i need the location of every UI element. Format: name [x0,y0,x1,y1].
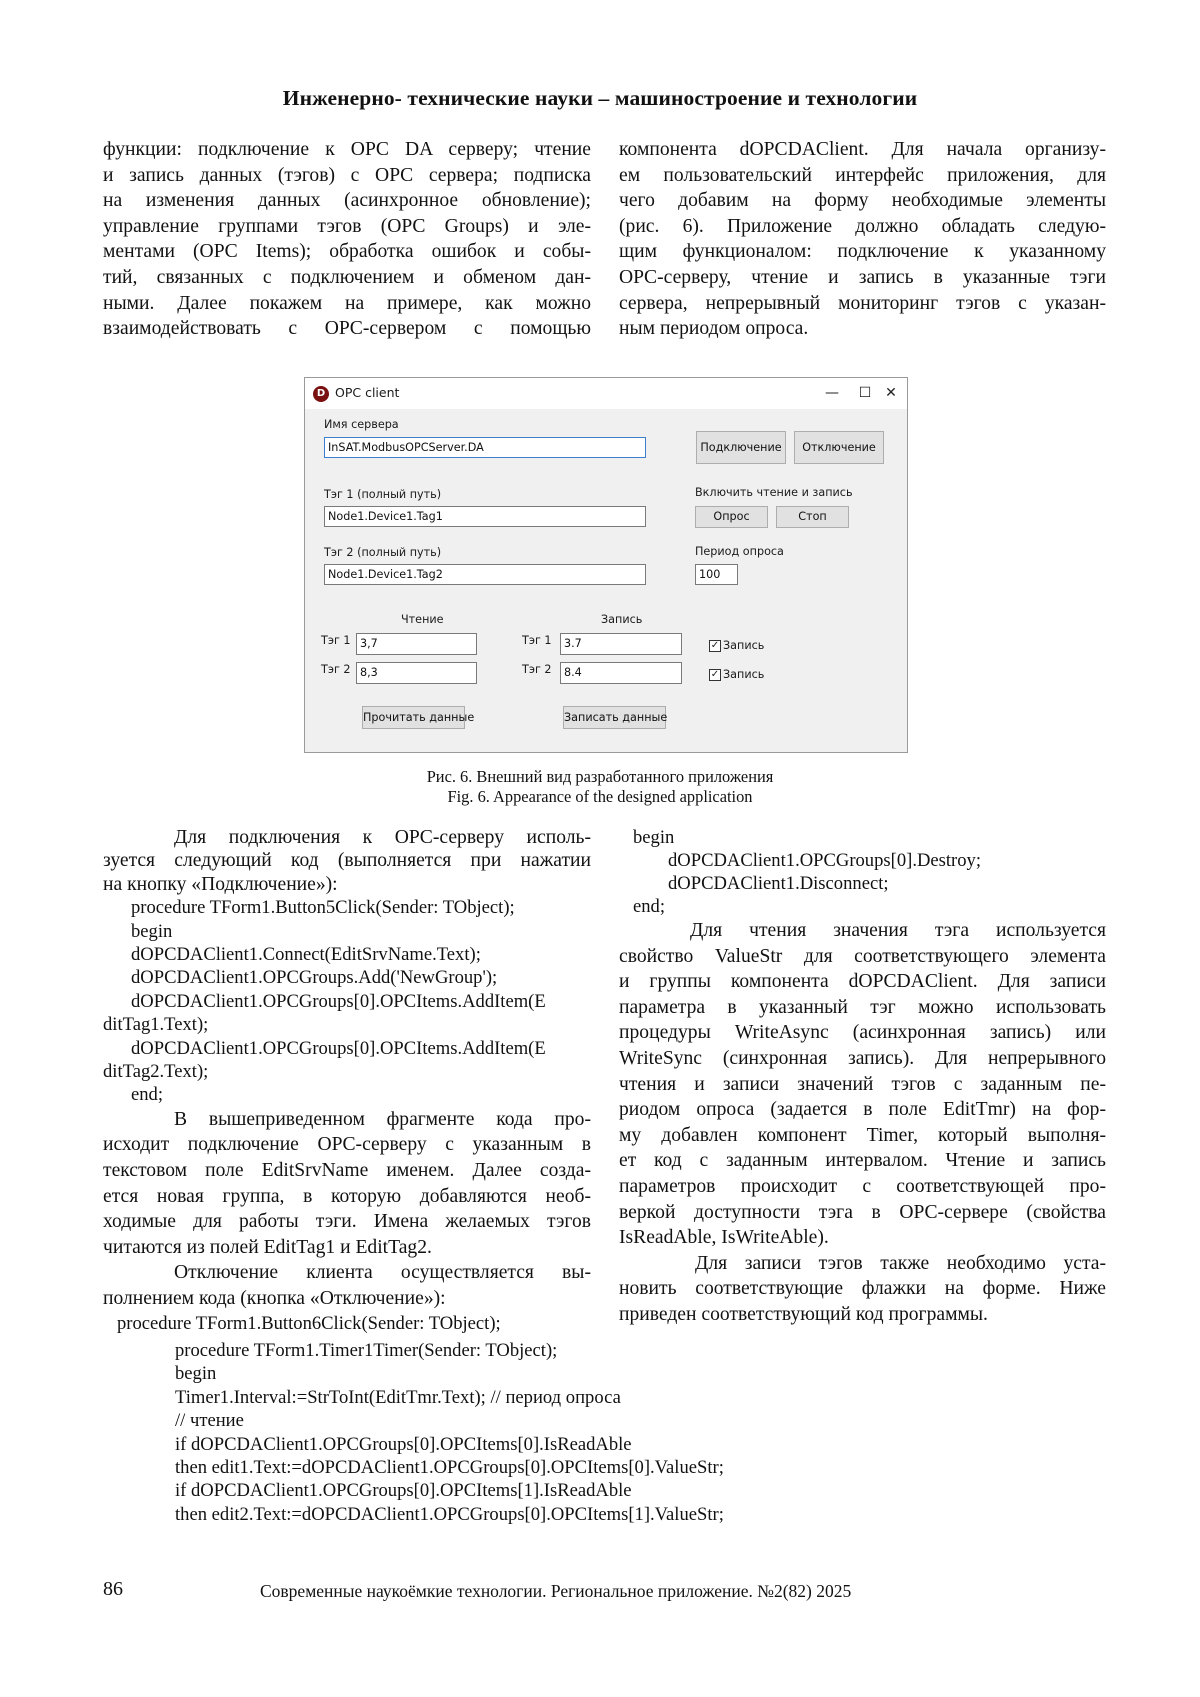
text-line: параметров происходит с соответствующей про- [619,1175,1106,1197]
tag2-path-input[interactable]: Node1.Device1.Tag2 [324,564,646,585]
read-tag2-input[interactable]: 8,3 [356,662,477,684]
text-line: му добавлен компонент Timer, который выполня- [619,1124,1106,1146]
text-line: свойство ValueStr для соответствующего элемента [619,945,1106,967]
text-line: сервера, непрерывный мониторинг тэгов с указан- [619,292,1106,314]
write-tag1-checkbox[interactable] [709,640,721,652]
read-tag1-input[interactable]: 3,7 [356,633,477,655]
write-tag2-checkbox-label: Запись [723,668,765,681]
window-title: OPC client [335,385,400,400]
text-line: функции: подключение к OPC DA серверу; чтение [103,139,591,160]
page-number: 86 [103,1578,123,1600]
text-line: Для чтения значения тэга используется [690,920,1106,941]
text-line: В вышеприведенном фрагменте кода про- [174,1108,591,1130]
text-line: Отключение клиента осуществляется вы- [174,1262,591,1284]
read-tag2-label: Тэг 2 [321,663,351,676]
text-line: зуется следующий код (выполняется при нажатии [103,850,591,872]
code-line: begin [633,827,675,848]
body-left-column [103,826,591,1335]
code-line: begin [175,1363,217,1385]
stop-button[interactable]: Стоп [776,506,849,528]
code-line: // чтение [175,1410,244,1432]
poll-button[interactable]: Опрос [695,506,768,528]
text-line: параметра в указанный тэг можно использовать [619,996,1106,1018]
code-line: end; [131,1084,164,1106]
text-line: и группы компонента dOPCDAClient. Для записи [619,971,1106,993]
code-line: procedure TForm1.Button5Click(Sender: TObject); [131,897,515,919]
text-line: ем пользовательский интерфейс приложения, для [619,164,1106,186]
write-tag2-input[interactable]: 8.4 [560,662,682,684]
poll-period-label: Период опроса [695,545,784,558]
tag1-path-input[interactable]: Node1.Device1.Tag1 [324,506,646,527]
write-section-label: Запись [601,613,643,626]
code-line: dOPCDAClient1.OPCGroups[0].OPCItems.AddItem(E [131,1037,546,1059]
maximize-icon[interactable]: ☐ [858,385,872,401]
read-data-button[interactable]: Прочитать данные [362,706,465,729]
journal-footer: Современные наукоёмкие технологии. Региональное приложение. №2(82) 2025 [260,1581,852,1601]
tag2-path-label: Тэг 2 (полный путь) [324,546,442,559]
connect-button[interactable]: Подключение [696,431,786,464]
text-line: чего добавим на форму необходимые элементы [619,190,1106,212]
code-line: then edit2.Text:=dOPCDAClient1.OPCGroups[0].OPCItems[1].ValueStr; [175,1503,724,1525]
intro-left-column [103,137,591,342]
code-line: Timer1.Interval:=StrToInt(EditTmr.Text); // период опроса [175,1386,621,1408]
timer-code-block [175,1339,724,1526]
disconnect-button[interactable]: Отключение [794,431,884,464]
text-line: ным периодом опроса. [619,318,809,340]
server-name-label: Имя сервера [324,418,399,431]
text-line: (рис. 6). Приложение должно обладать следую- [619,215,1106,237]
poll-period-input[interactable]: 100 [695,564,738,585]
text-line: ет код с заданным интервалом. Чтение и запись [619,1150,1106,1172]
text-line: ходимые для работы тэги. Имена желаемых тэгов [103,1211,591,1233]
text-line: OPC-серверу, чтение и запись в указанные тэги [619,266,1106,288]
text-line: Для записи тэгов также необходимо уста- [695,1252,1106,1274]
text-line: щим функционалом: подключение к указанному [619,241,1106,263]
read-tag1-label: Тэг 1 [321,634,351,647]
body-right-column [619,826,1106,1328]
checkmark-icon: ✓ [710,669,720,680]
text-line: тий, связанных с подключением и обменом дан- [103,266,591,288]
write-tag2-checkbox[interactable] [709,669,721,681]
text-line: читаются из полей EditTag1 и EditTag2. [103,1236,432,1258]
text-line: чтения и записи значений тэгов с заданным пе- [619,1073,1106,1095]
code-line: dOPCDAClient1.Disconnect; [668,873,889,894]
code-line: dOPCDAClient1.OPCGroups[0].OPCItems.AddItem(E [131,990,546,1012]
enable-rw-label: Включить чтение и запись [695,486,853,499]
code-line: begin [131,920,173,942]
write-data-button[interactable]: Записать данные [563,706,666,729]
text-line: ментами (OPC Items); обработка ошибок и собы- [103,241,591,263]
checkmark-icon: ✓ [710,640,720,651]
text-line: исходит подключение OPC-серверу с указанным в [103,1134,591,1156]
text-line: процедуры WriteAsync (асинхронная запись) или [619,1022,1106,1044]
text-line: на изменения данных (асинхронное обновление); [103,190,591,212]
figure-caption-ru: Рис. 6. Внешний вид разработанного приложения [426,767,774,786]
text-line: новить соответствующие флажки на форме. Ниже [619,1278,1106,1300]
text-line: компонента dOPCDAClient. Для начала организу- [619,139,1106,160]
code-line: ditTag2.Text); [103,1061,209,1083]
server-name-input[interactable]: InSAT.ModbusOPCServer.DA [324,437,646,458]
text-line: взаимодействовать с OPC-сервером с помощью [103,318,591,340]
text-line: ется новая группа, в которую добавляются необ- [103,1185,591,1207]
text-line: веркой доступности тэга в OPC-сервере (свойства [619,1201,1106,1223]
code-line: ditTag1.Text); [103,1014,209,1036]
text-line: IsReadAble, IsWriteAble). [619,1227,829,1249]
code-line: if dOPCDAClient1.OPCGroups[0].OPCItems[0].IsReadAble [175,1433,632,1455]
text-line: WriteSync (синхронная запись). Для непрерывного [619,1047,1106,1069]
write-tag1-label: Тэг 1 [522,634,552,647]
write-tag1-input[interactable]: 3.7 [560,633,682,655]
read-section-label: Чтение [401,613,444,626]
code-line: dOPCDAClient1.OPCGroups.Add('NewGroup'); [131,967,498,989]
code-line: dOPCDAClient1.Connect(EditSrvName.Text); [131,944,481,966]
write-tag1-checkbox-label: Запись [723,639,765,652]
code-line: procedure TForm1.Timer1Timer(Sender: TObject); [175,1340,558,1361]
text-line: на кнопку «Подключение»): [103,873,338,895]
text-line: риодом опроса (задается в поле EditTmr) на фор- [619,1099,1106,1121]
text-line: приведен соответствующий код программы. [619,1303,988,1325]
code-line: procedure TForm1.Button6Click(Sender: TObject); [117,1312,501,1334]
running-head: Инженерно- технические науки – машиностроение и технологии [282,86,918,110]
code-line: dOPCDAClient1.OPCGroups[0].Destroy; [668,850,981,871]
text-line: управление группами тэгов (OPC Groups) и эле- [103,215,591,237]
text-line: ными. Далее покажем на примере, как можно [103,292,591,314]
tag1-path-label: Тэг 1 (полный путь) [324,488,442,501]
minimize-icon[interactable]: — [825,385,839,401]
close-icon[interactable]: ✕ [885,385,897,401]
code-line: if dOPCDAClient1.OPCGroups[0].OPCItems[1].IsReadAble [175,1480,632,1502]
text-line: и запись данных (тэгов) с OPC сервера; подписка [103,164,591,186]
opc-client-window [304,377,908,753]
code-line: end; [633,896,666,917]
text-line: полнением кода (кнопка «Отключение»): [103,1288,446,1310]
figure-caption-en: Fig. 6. Appearance of the designed application [447,787,753,806]
code-line: then edit1.Text:=dOPCDAClient1.OPCGroups[0].OPCItems[0].ValueStr; [175,1457,724,1479]
text-line: текстовом поле EditSrvName именем. Далее созда- [103,1160,591,1182]
intro-right-column [619,137,1106,342]
app-logo-icon: D [313,386,329,402]
title-bar [305,378,907,409]
write-tag2-label: Тэг 2 [522,663,552,676]
text-line: Для подключения к OPC-серверу исполь- [174,827,591,848]
